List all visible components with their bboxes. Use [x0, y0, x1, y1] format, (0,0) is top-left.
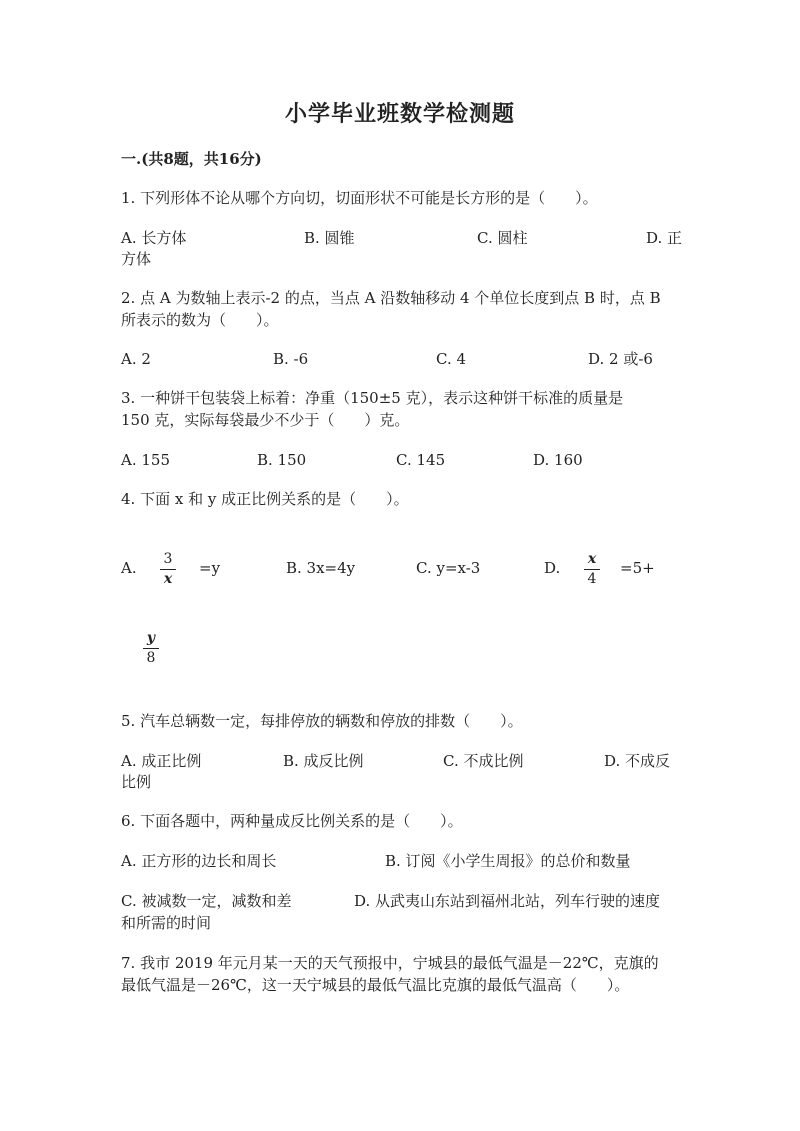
question-3-stem-line-2: 150 克，实际每袋最少不少于（ ）克。: [121, 411, 410, 429]
question-2-option-d: D. 2 或-6: [588, 350, 653, 368]
fraction-numerator: x: [587, 551, 597, 567]
question-1-option-b: B. 圆锥: [304, 229, 355, 247]
question-2-stem-line-1: 2. 点 A 为数轴上表示-2 的点，当点 A 沿数轴移动 4 个单位长度到点 B 时，点 B: [121, 289, 661, 307]
question-3-option-b: B. 150: [257, 451, 307, 469]
question-4-option-d-tail: =5+: [620, 559, 655, 577]
fraction-bar: [584, 569, 600, 570]
question-4-option-c: C. y=x-3: [416, 559, 481, 577]
question-4-option-d-wrap-fraction: [143, 630, 159, 666]
question-4-option-d-fraction: [584, 551, 600, 587]
question-1-option-c: C. 圆柱: [477, 229, 528, 247]
question-4-stem: 4. 下面 x 和 y 成正比例关系的是（ ）。: [121, 490, 409, 508]
question-7-stem-line-2: 最低气温是－26℃，这一天宁城县的最低气温比克旗的最低气温高（ ）。: [121, 976, 630, 994]
question-5-stem: 5. 汽车总辆数一定，每排停放的辆数和停放的排数（ ）。: [121, 712, 523, 730]
page-title: 小学毕业班数学检测题: [284, 101, 515, 127]
question-7-stem-line-1: 7. 我市 2019 年元月某一天的天气预报中，宁城县的最低气温是－22℃，克旗的: [121, 954, 659, 972]
question-6-option-d: D. 从武夷山东站到福州北站，列车行驶的速度: [354, 892, 661, 910]
question-5-option-d: D. 不成反: [604, 752, 671, 770]
question-2-option-a: A. 2: [121, 350, 151, 368]
question-3-stem-line-1: 3. 一种饼干包装袋上标着：净重（150±5 克），表示这种饼干标准的质量是: [121, 389, 624, 407]
question-6-option-b: B. 订阅《小学生周报》的总价和数量: [385, 852, 631, 870]
fraction-bar: [160, 569, 176, 570]
question-3-option-a: A. 155: [121, 451, 170, 469]
fraction-numerator: y: [146, 630, 156, 646]
question-6-stem: 6. 下面各题中，两种量成反比例关系的是（ ）。: [121, 812, 463, 830]
question-1-stem: 1. 下列形体不论从哪个方向切，切面形状不可能是长方形的是（ ）。: [121, 189, 598, 207]
question-1-option-d: D. 正: [646, 229, 683, 247]
question-2-option-c: C. 4: [436, 350, 467, 368]
question-5-option-c: C. 不成比例: [443, 752, 524, 770]
question-6-option-d-wrap: 和所需的时间: [121, 914, 212, 932]
fraction-bar: [143, 648, 159, 649]
question-4-option-a-label: A.: [121, 559, 137, 577]
question-6-option-a: A. 正方形的边长和周长: [121, 852, 277, 870]
question-4-option-a-tail: =y: [199, 559, 221, 577]
fraction-denominator: x: [163, 571, 173, 587]
section-heading: 一.(共8题，共16分): [121, 150, 262, 168]
question-5-option-b: B. 成反比例: [283, 752, 364, 770]
question-5-option-a: A. 成正比例: [121, 752, 202, 770]
question-5-option-d-wrap: 比例: [121, 773, 152, 791]
question-4-option-d-label: D.: [544, 559, 561, 577]
question-1-option-a: A. 长方体: [121, 229, 187, 247]
question-2-stem-line-2: 所表示的数为（ ）。: [121, 311, 279, 329]
question-3-option-c: C. 145: [396, 451, 446, 469]
question-3-option-d: D. 160: [533, 451, 583, 469]
question-4-option-b: B. 3x=4y: [286, 559, 356, 577]
question-1-option-d-wrap: 方体: [121, 250, 152, 268]
fraction-numerator: 3: [163, 551, 173, 567]
question-2-option-b: B. -6: [273, 350, 309, 368]
question-4-option-a-fraction: [160, 551, 176, 587]
fraction-denominator: 8: [146, 650, 156, 666]
fraction-denominator: 4: [587, 571, 597, 587]
question-6-option-c: C. 被减数一定，减数和差: [121, 892, 292, 910]
